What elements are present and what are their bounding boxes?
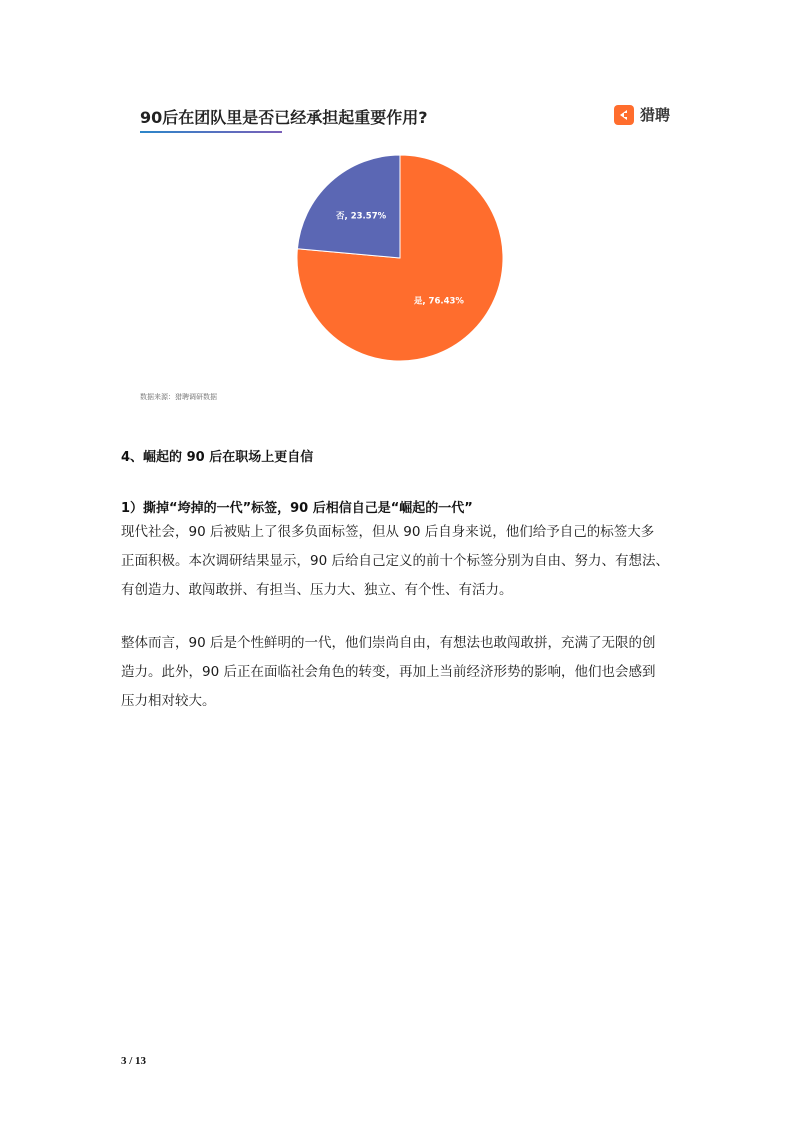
pie-slice-no bbox=[297, 155, 400, 258]
paragraph-line: 造力。此外，90 后正在面临社会角色的转变，再加上当前经济形势的影响，他们也会感到 bbox=[121, 664, 656, 680]
sub-heading: 1）撕掉“垮掉的一代”标签，90 后相信自己是“崛起的一代” bbox=[121, 501, 473, 516]
paragraph-line: 整体而言，90 后是个性鲜明的一代，他们崇尚自由，有想法也敢闯敢拼，充满了无限的创 bbox=[121, 635, 656, 651]
paragraph-2 bbox=[121, 629, 691, 716]
brand-logo bbox=[614, 104, 670, 125]
pie-data-label: 否, 23.57% bbox=[336, 211, 387, 222]
data-source-note: 数据来源：猎聘调研数据 bbox=[140, 393, 217, 401]
paragraph-line: 有创造力、敢闯敢拼、有担当、压力大、独立、有个性、有活力。 bbox=[121, 582, 513, 598]
page-number: 3 / 13 bbox=[121, 1055, 147, 1067]
pie-data-label: 是, 76.43% bbox=[413, 296, 464, 307]
paragraph-line: 压力相对较大。 bbox=[121, 693, 216, 709]
chart-title: 90后在团队里是否已经承担起重要作用? bbox=[140, 108, 428, 127]
paragraph-line: 正面积极。本次调研结果显示，90 后给自己定义的前十个标签分别为自由、努力、有想法、 bbox=[121, 553, 669, 569]
paragraph-line: 现代社会，90 后被贴上了很多负面标签，但从 90 后自身来说，他们给予自己的标签大多 bbox=[121, 524, 655, 540]
title-underline bbox=[140, 131, 282, 133]
brand-name: 猎聘 bbox=[640, 106, 671, 124]
section-heading: 4、崛起的 90 后在职场上更自信 bbox=[121, 450, 314, 465]
pie-chart bbox=[290, 148, 510, 368]
liepin-logo-icon bbox=[614, 105, 634, 125]
paragraph-1 bbox=[121, 518, 691, 605]
